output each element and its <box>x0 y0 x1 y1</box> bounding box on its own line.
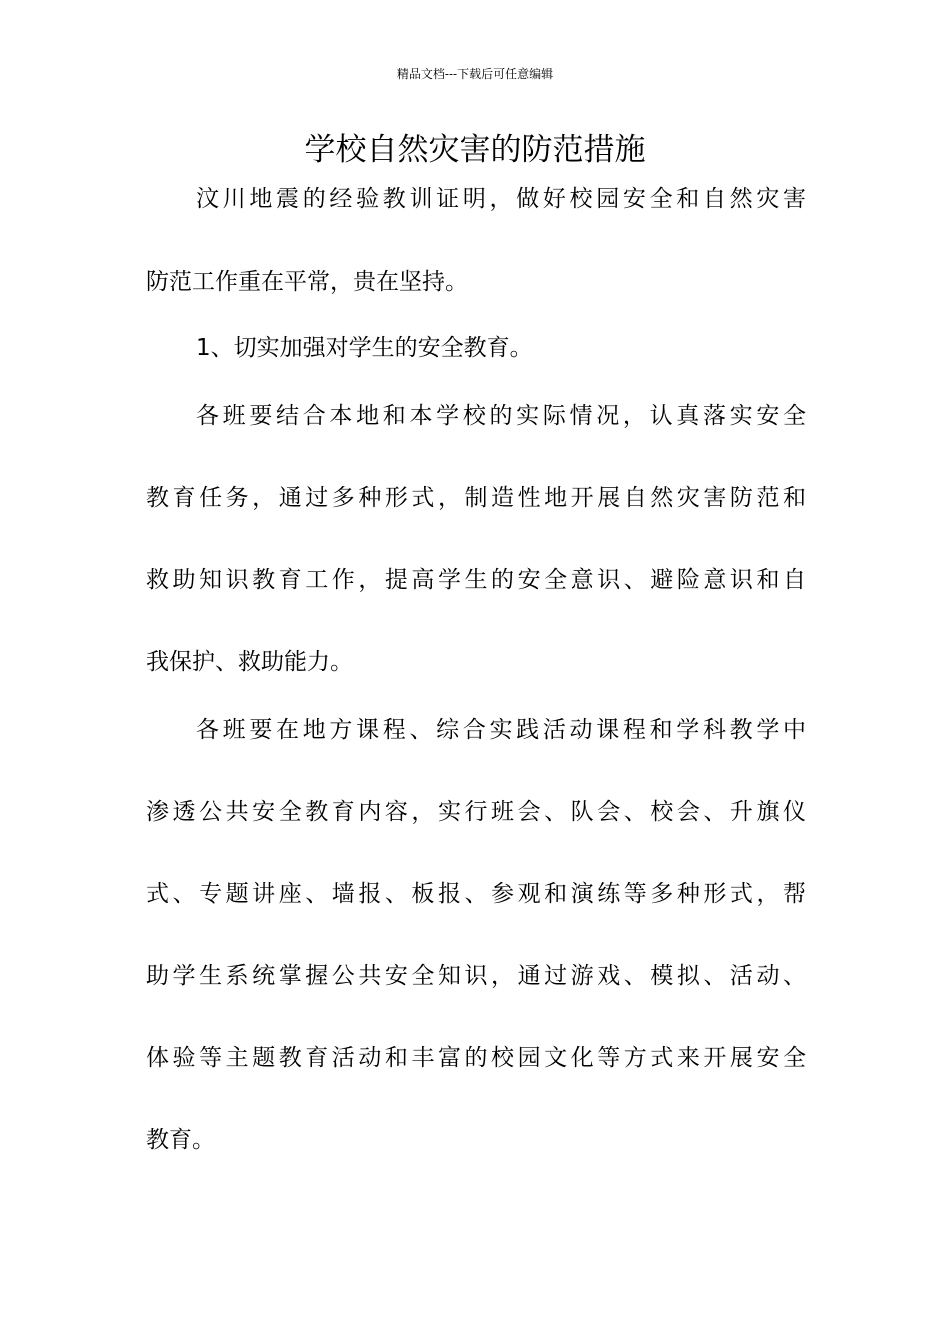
body-line: 汶川地震的经验教训证明，做好校园安全和自然灾害 <box>196 186 806 212</box>
body-line: 式、专题讲座、墙报、板报、参观和演练等多种形式，帮 <box>146 881 806 907</box>
document-title: 学校自然灾害的防范措施 <box>304 132 646 168</box>
page-header: 精品文档---下载后可任意编辑 <box>396 67 554 81</box>
list-item-heading: 1、切实加强对学生的安全教育。 <box>196 335 533 361</box>
body-line: 救助知识教育工作，提高学生的安全意识、避险意识和自 <box>146 567 806 593</box>
body-line: 渗透公共安全教育内容，实行班会、队会、校会、升旗仪 <box>146 799 806 825</box>
body-line: 防范工作重在平常，贵在坚持。 <box>146 269 468 295</box>
body-line: 体验等主题教育活动和丰富的校园文化等方式来开展安全 <box>146 1045 806 1071</box>
body-line: 教育任务，通过多种形式，制造性地开展自然灾害防范和 <box>146 485 806 511</box>
body-line: 教育。 <box>146 1127 215 1153</box>
body-line: 各班要结合本地和本学校的实际情况，认真落实安全 <box>196 403 806 429</box>
body-line: 助学生系统掌握公共安全知识，通过游戏、模拟、活动、 <box>146 963 806 989</box>
body-line: 我保护、救助能力。 <box>146 649 353 675</box>
body-line: 各班要在地方课程、综合实践活动课程和学科教学中 <box>196 717 806 743</box>
